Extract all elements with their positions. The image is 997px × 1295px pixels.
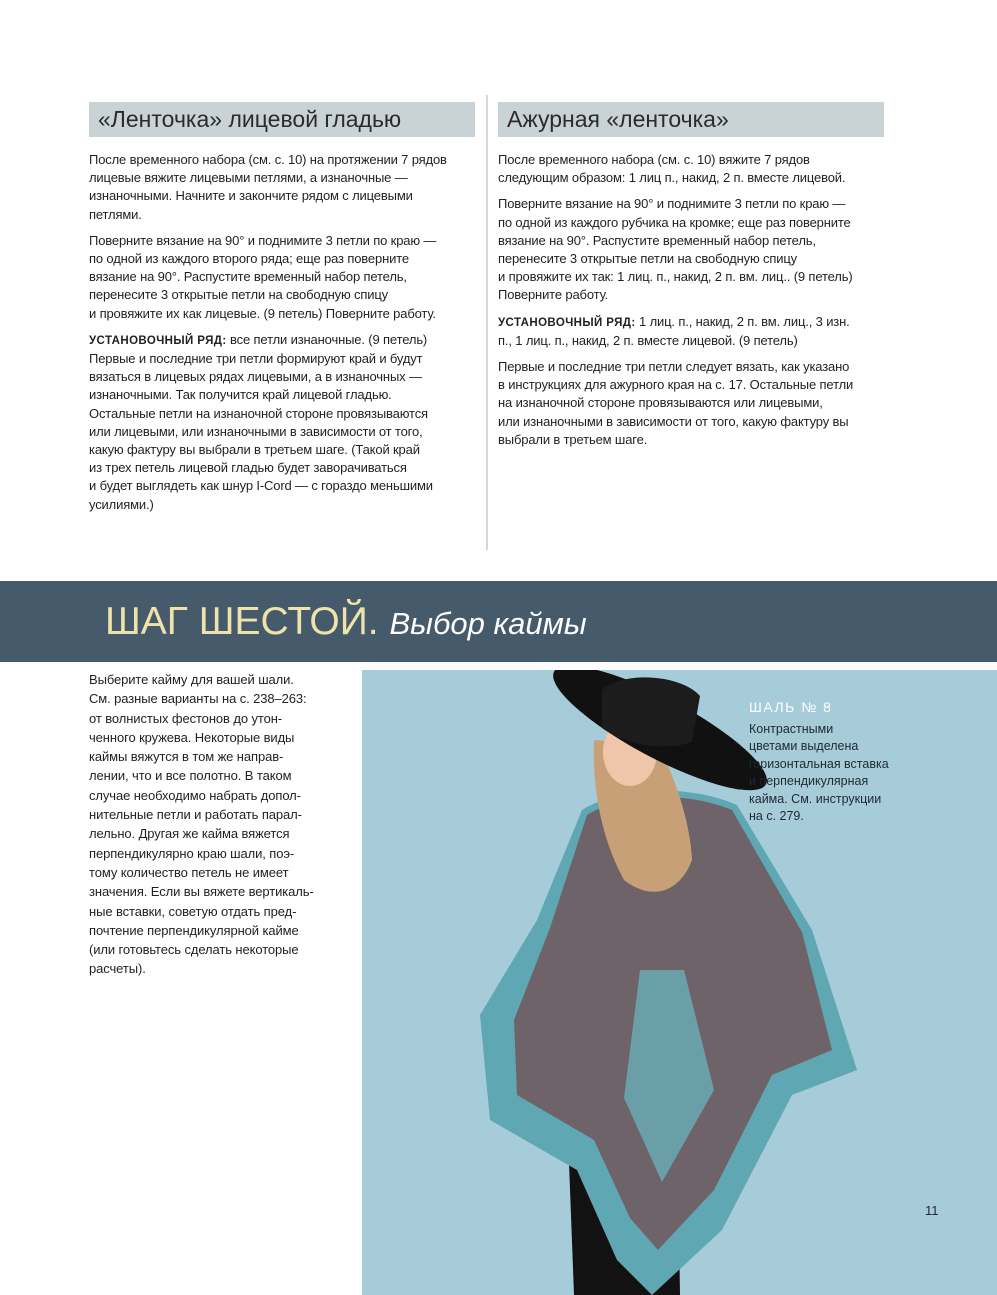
paragraph [89, 331, 475, 514]
photo-caption [749, 699, 929, 825]
column-left [89, 102, 475, 522]
divider [486, 95, 488, 550]
section-subtitle: Выбор каймы [389, 606, 587, 641]
paragraph-text: все петли изнаночные. (9 петель) Первые и последние три петли формируют край и будут вязаться в лицевых рядах лицевыми, а в изнаночных — изнаночными. Так получится край лицевой гладью. Остальные петли на изнаночной стороне провязываются или лицевыми, или изнаночными в зависимости от того, какую фактуру вы выбрали в третьем шаге. (Такой край из трех петель лицевой гладью будет заворачиваться и будет выглядеть как шнур I-Cord — с гораздо меньшими усилиями.) [89, 331, 433, 512]
column-right [498, 102, 884, 457]
paragraph [498, 313, 884, 350]
paragraph: Поверните вязание на 90° и поднимите 3 петли по краю — по одной из каждого рубчика на кромке; еще раз поверните вязание на 90°. Распустите временный набор петель, перенесите 3 открытые петли на свободную спицу и провяжите их так: 1 лиц. п., накид, 2 п. вм. лиц.. (9 петель) Поверните работу. [498, 196, 853, 303]
section-heading: Ажурная «ленточка» [498, 102, 884, 137]
section-title-main: ШАГ ШЕСТОЙ. [105, 600, 379, 643]
paragraph: После временного набора (см. с. 10) вяжите 7 рядов следующим образом: 1 лиц п., накид, 2 п. вместе лицевой. [498, 152, 846, 186]
body-text: Выберите кайму для вашей шали. См. разные варианты на с. 238–263: от волнистых фестонов до утон- ченного кружева. Некоторые виды каймы вяжутся в том же направ- лении, что и все полотно. В таком случае необходимо набрать допол- нительные петли и работать парал- лельно. Другая же кайма вяжется перпендикулярно краю шали, поэ- тому количество петель не имеет значения. Если вы вяжете вертикаль- ные вставки, советую отдать пред- почтение перпендикулярной кайме (или готовьтесь сделать некоторые расчеты). [89, 672, 314, 977]
lead-label: УСТАНОВОЧНЫЙ РЯД: [498, 316, 636, 329]
page-number: 11 [925, 1203, 939, 1218]
section-band [0, 581, 997, 662]
caption-text: Контрастными цветами выделена горизонтальная вставка и перпендикулярная кайма. См. инструкции на с. 279. [749, 722, 889, 824]
caption-title: ШАЛЬ № 8 [749, 699, 833, 715]
lead-label: УСТАНОВОЧНЫЙ РЯД: [89, 334, 227, 347]
section-heading: «Ленточка» лицевой гладью [89, 102, 475, 137]
shawl-photo [362, 670, 997, 1295]
paragraph: Поверните вязание на 90° и поднимите 3 петли по краю — по одной из каждого второго ряда; еще раз поверните вязание на 90°. Распустите временный набор петель, перенесите 3 открытые петли на свободную спицу и провяжите их как лицевые. (9 петель) Поверните работу. [89, 232, 437, 321]
paragraph: Первые и последние три петли следует вязать, как указано в инструкциях для ажурного края на с. 17. Остальные петли на изнаночной стороне провязываются или лицевыми, или изнаночными в зависимости от того, какую фактуру вы выбрали в третьем шаге. [498, 359, 854, 447]
paragraph: После временного набора (см. с. 10) на протяжении 7 рядов лицевые вяжите лицевыми петлями, а изнаночные — изнаночными. Начните и закончите рядом с лицевыми петлями. [89, 152, 447, 222]
section-title [105, 599, 587, 647]
paragraph-text: 1 лиц. п., накид, 2 п. вм. лиц., 3 изн. п., 1 лиц. п., накид, 2 п. вместе лицевой. (9 петель) [498, 313, 850, 348]
